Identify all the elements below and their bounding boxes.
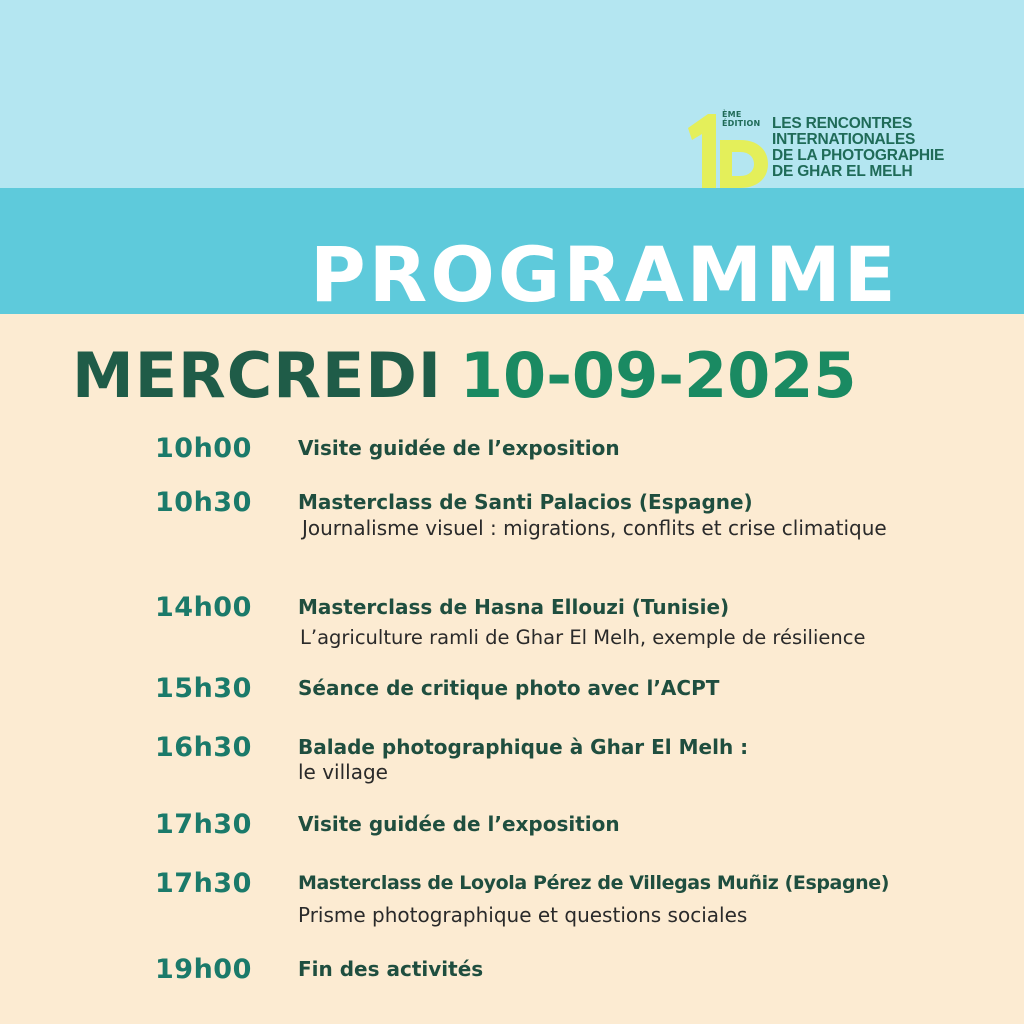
- event-time: 19h00: [155, 954, 252, 985]
- event-subtitle: le village: [298, 760, 388, 784]
- edition-sup-text: ÈME: [722, 110, 742, 119]
- page-title: PROGRAMME: [310, 230, 899, 319]
- org-line-4: DE GHAR EL MELH: [772, 163, 913, 180]
- date-heading: [72, 336, 857, 416]
- event-title: Masterclass de Loyola Pérez de Villegas Muñiz (Espagne): [298, 872, 890, 894]
- event-subtitle: Prisme photographique et questions sociales: [298, 903, 748, 927]
- event-title: Balade photographique à Ghar El Melh :: [298, 735, 749, 759]
- event-time: 17h30: [155, 868, 252, 899]
- date-label: 10-09-2025: [459, 339, 857, 412]
- org-line-2: INTERNATIONALES: [772, 131, 916, 148]
- edition-text: ÉDITION: [722, 119, 761, 128]
- event-time: 15h30: [155, 673, 252, 704]
- event-title: Masterclass de Hasna Ellouzi (Tunisie): [298, 595, 730, 619]
- event-time: 14h00: [155, 592, 252, 623]
- event-time: 10h30: [155, 487, 252, 518]
- event-subtitle: L’agriculture ramli de Ghar El Melh, exemple de résilience: [300, 626, 866, 649]
- event-time: 17h30: [155, 809, 252, 840]
- event-subtitle: Journalisme visuel : migrations, conflits et crise climatique: [302, 516, 887, 540]
- day-label: MERCREDI: [72, 339, 442, 412]
- org-line-3: DE LA PHOTOGRAPHIE: [772, 147, 945, 164]
- event-title: Fin des activités: [298, 957, 484, 981]
- event-title: Masterclass de Santi Palacios (Espagne): [298, 490, 753, 514]
- event-title: Visite guidée de l’exposition: [298, 436, 620, 460]
- event-title: Séance de critique photo avec l’ACPT: [298, 676, 720, 700]
- edition-label: [722, 110, 760, 128]
- organization-name: [772, 116, 982, 180]
- org-line-1: LES RENCONTRES: [772, 115, 913, 132]
- festival-logo: [682, 104, 982, 194]
- event-time: 10h00: [155, 433, 252, 464]
- event-title: Visite guidée de l’exposition: [298, 812, 620, 836]
- event-time: 16h30: [155, 732, 252, 763]
